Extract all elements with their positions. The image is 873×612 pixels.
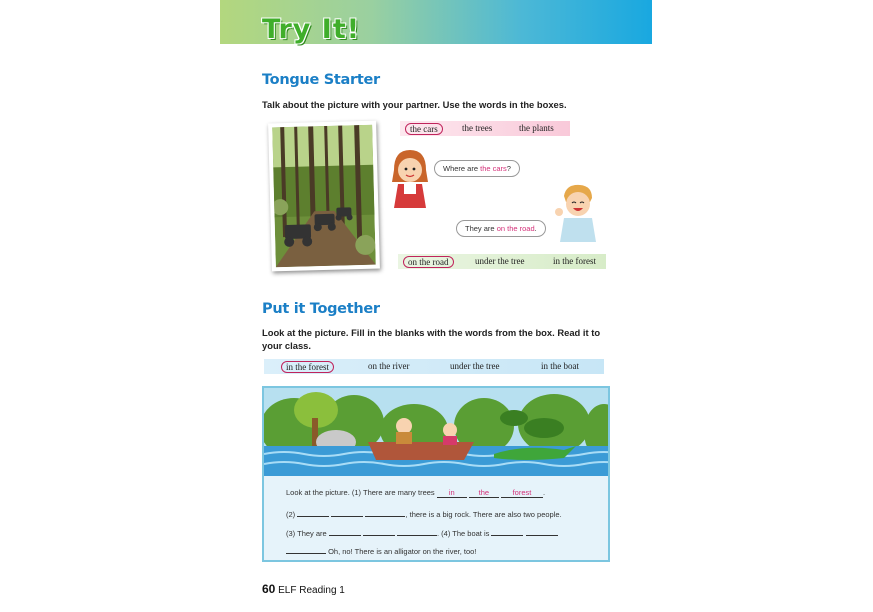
story-line-2: (2) , there is a big rock. There are also two people. — [286, 510, 562, 519]
blank-2a[interactable] — [297, 508, 329, 517]
girl-character — [390, 148, 430, 210]
question-highlight: the cars — [480, 164, 507, 173]
answer-blank-1c[interactable]: forest — [501, 488, 543, 498]
word-under-the-tree-2: under the tree — [450, 361, 500, 371]
page-footer — [262, 582, 345, 596]
word-on-the-river: on the river — [368, 361, 410, 371]
top-word-box — [400, 121, 570, 136]
story-word-box — [264, 359, 604, 374]
bottom-word-box — [398, 254, 606, 269]
word-the-cars: the cars — [405, 123, 443, 135]
story-box — [262, 386, 610, 562]
word-under-the-tree: under the tree — [475, 256, 525, 266]
blank-4a[interactable] — [491, 527, 523, 536]
blank-3b[interactable] — [363, 527, 395, 536]
blank-4c[interactable] — [286, 545, 326, 554]
tongue-starter-title: Tongue Starter — [262, 72, 380, 88]
river-scene-illustration — [264, 388, 608, 476]
tongue-starter-instruction: Talk about the picture with your partner. Use the words in the boxes. — [262, 99, 567, 110]
answer-bubble: They are on the road. — [456, 220, 546, 237]
page — [220, 0, 652, 612]
boy-character — [554, 182, 600, 242]
answer-blank-1b[interactable]: the — [469, 488, 499, 498]
word-on-the-road: on the road — [403, 256, 454, 268]
put-together-instruction: Look at the picture. Fill in the blanks with the words from the box. Read it to your class. — [262, 327, 601, 351]
story-line-4: Oh, no! There is an alligator on the river, too! — [286, 545, 476, 556]
blank-3c[interactable] — [397, 527, 437, 536]
put-together-title: Put it Together — [262, 301, 380, 317]
blank-3a[interactable] — [329, 527, 361, 536]
word-in-the-forest: in the forest — [553, 256, 596, 266]
question-bubble: Where are the cars? — [434, 160, 520, 177]
book-title: ELF Reading 1 — [278, 585, 345, 596]
page-title: Try It! — [262, 14, 361, 45]
answer-highlight: on the road — [496, 224, 535, 233]
word-in-the-boat: in the boat — [541, 361, 579, 371]
word-the-trees: the trees — [462, 123, 493, 133]
blank-2c[interactable] — [365, 508, 405, 517]
blank-4b[interactable] — [526, 527, 558, 536]
story-line-1: Look at the picture. (1) There are many trees in the forest . — [286, 488, 546, 497]
word-in-the-forest-2: in the forest — [281, 361, 334, 373]
header-banner — [220, 0, 652, 44]
story-line-3: (3) They are . (4) The boat is — [286, 527, 558, 538]
blank-2b[interactable] — [331, 508, 363, 517]
word-the-plants: the plants — [519, 123, 554, 133]
page-number: 60 — [262, 582, 276, 596]
answer-blank-1a[interactable]: in — [437, 488, 467, 498]
forest-photo — [268, 121, 380, 272]
